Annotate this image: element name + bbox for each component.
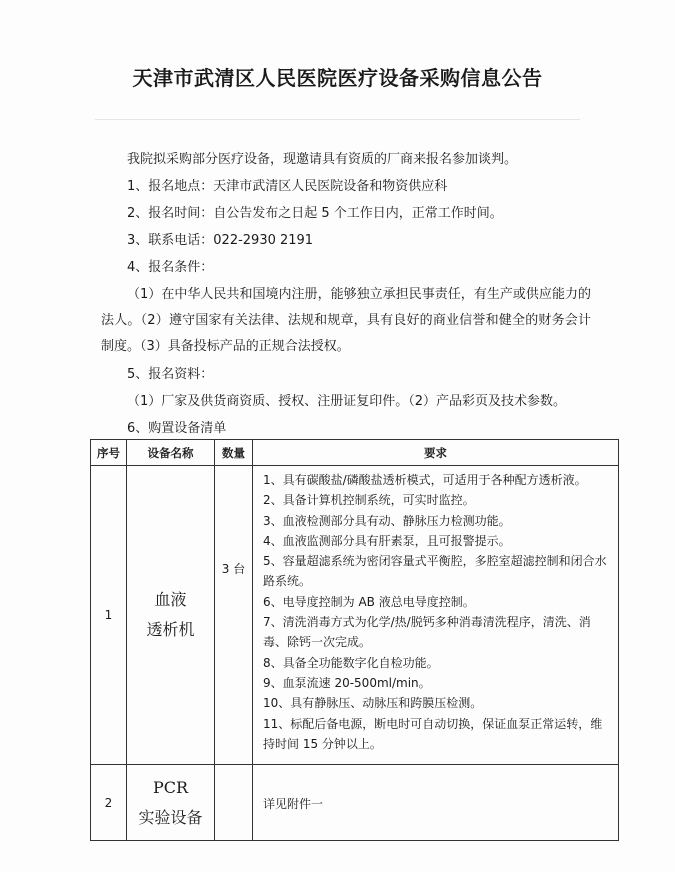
title-divider bbox=[95, 119, 580, 120]
row-equipment-name bbox=[127, 466, 215, 765]
equipment-table bbox=[90, 439, 619, 841]
intro-text: 我院拟采购部分医疗设备，现邀请具有资质的厂商来报名参加谈判。 bbox=[127, 152, 518, 167]
requirement-item: 10、具有静脉压、动脉压和跨膜压检测。 bbox=[263, 696, 483, 711]
requirement-item: 6、电导度控制为 AB 液总电导度控制。 bbox=[263, 594, 475, 609]
row-requirements bbox=[253, 466, 619, 765]
item-location: 1、报名地点：天津市武清区人民医院设备和物资供应科 bbox=[127, 179, 448, 194]
header-requirements: 要求 bbox=[253, 440, 619, 466]
equipment-name-line: 实验设备 bbox=[138, 807, 203, 827]
requirement-item: 1、具有碳酸盐/磷酸盐透析模式，可适用于各种配方透析液。 bbox=[263, 473, 587, 487]
row-no: 2 bbox=[91, 765, 127, 841]
conditions-paragraph: （1）在中华人民共和国境内注册，能够独立承担民事责任，有生产或供应能力的法人。（2）遵守国家有关法律、法规和规章，具有良好的商业信誉和健全的财务会计制度。（3）具备投标产品的正规合法授权。 bbox=[101, 287, 591, 354]
row-requirements: 详见附件一 bbox=[253, 765, 619, 841]
requirement-item: 8、具备全功能数字化自检功能。 bbox=[263, 655, 439, 670]
row-no: 1 bbox=[91, 466, 127, 765]
requirement-item: 2、具备计算机控制系统，可实时监控。 bbox=[263, 493, 475, 508]
requirement-item: 4、血液监测部分具有肝素泵，且可报警提示。 bbox=[263, 533, 511, 548]
item-time: 2、报名时间：自公告发布之日起 5 个工作日内，正常工作时间。 bbox=[127, 206, 503, 221]
item-equipment-list-heading: 6、购置设备清单 bbox=[127, 421, 227, 436]
table-row bbox=[91, 765, 619, 841]
requirement-item: 5、容量超滤系统为密闭容量式平衡腔，多腔室超滤控制和闭合水路系统。 bbox=[263, 554, 607, 589]
table-row bbox=[91, 466, 619, 765]
equipment-name-line: PCR bbox=[152, 777, 189, 797]
row-equipment-name bbox=[127, 765, 215, 841]
row-quantity bbox=[215, 765, 253, 841]
requirement-item: 11、标配后备电源，断电时可自动切换，保证血泵正常运转，维持时间 15 分钟以上。 bbox=[263, 716, 603, 751]
equipment-name-line: 透析机 bbox=[146, 620, 195, 639]
requirement-item: 7、清洗消毒方式为化学/热/脱钙多种消毒清洗程序，清洗、消毒、除钙一次完成。 bbox=[263, 615, 591, 650]
item-conditions-heading: 4、报名条件： bbox=[127, 260, 214, 275]
header-no: 序号 bbox=[91, 440, 127, 466]
header-name: 设备名称 bbox=[127, 440, 215, 466]
header-qty: 数量 bbox=[215, 440, 253, 466]
row-quantity: 3 台 bbox=[215, 466, 253, 765]
requirement-item: 3、血液检测部分具有动、静脉压力检测功能。 bbox=[263, 513, 511, 528]
materials-text: （1）厂家及供货商资质、授权、注册证复印件。（2）产品彩页及技术参数。 bbox=[127, 394, 567, 409]
document-title: 天津市武清区人民医院医疗设备采购信息公告 bbox=[132, 66, 543, 90]
item-phone: 3、联系电话：022-2930 2191 bbox=[127, 233, 314, 248]
table-header-row bbox=[91, 440, 619, 466]
requirement-item: 9、血泵流速 20-500ml/min。 bbox=[263, 675, 431, 690]
equipment-name-line: 血液 bbox=[154, 590, 187, 609]
item-materials-heading: 5、报名资料： bbox=[127, 367, 214, 382]
